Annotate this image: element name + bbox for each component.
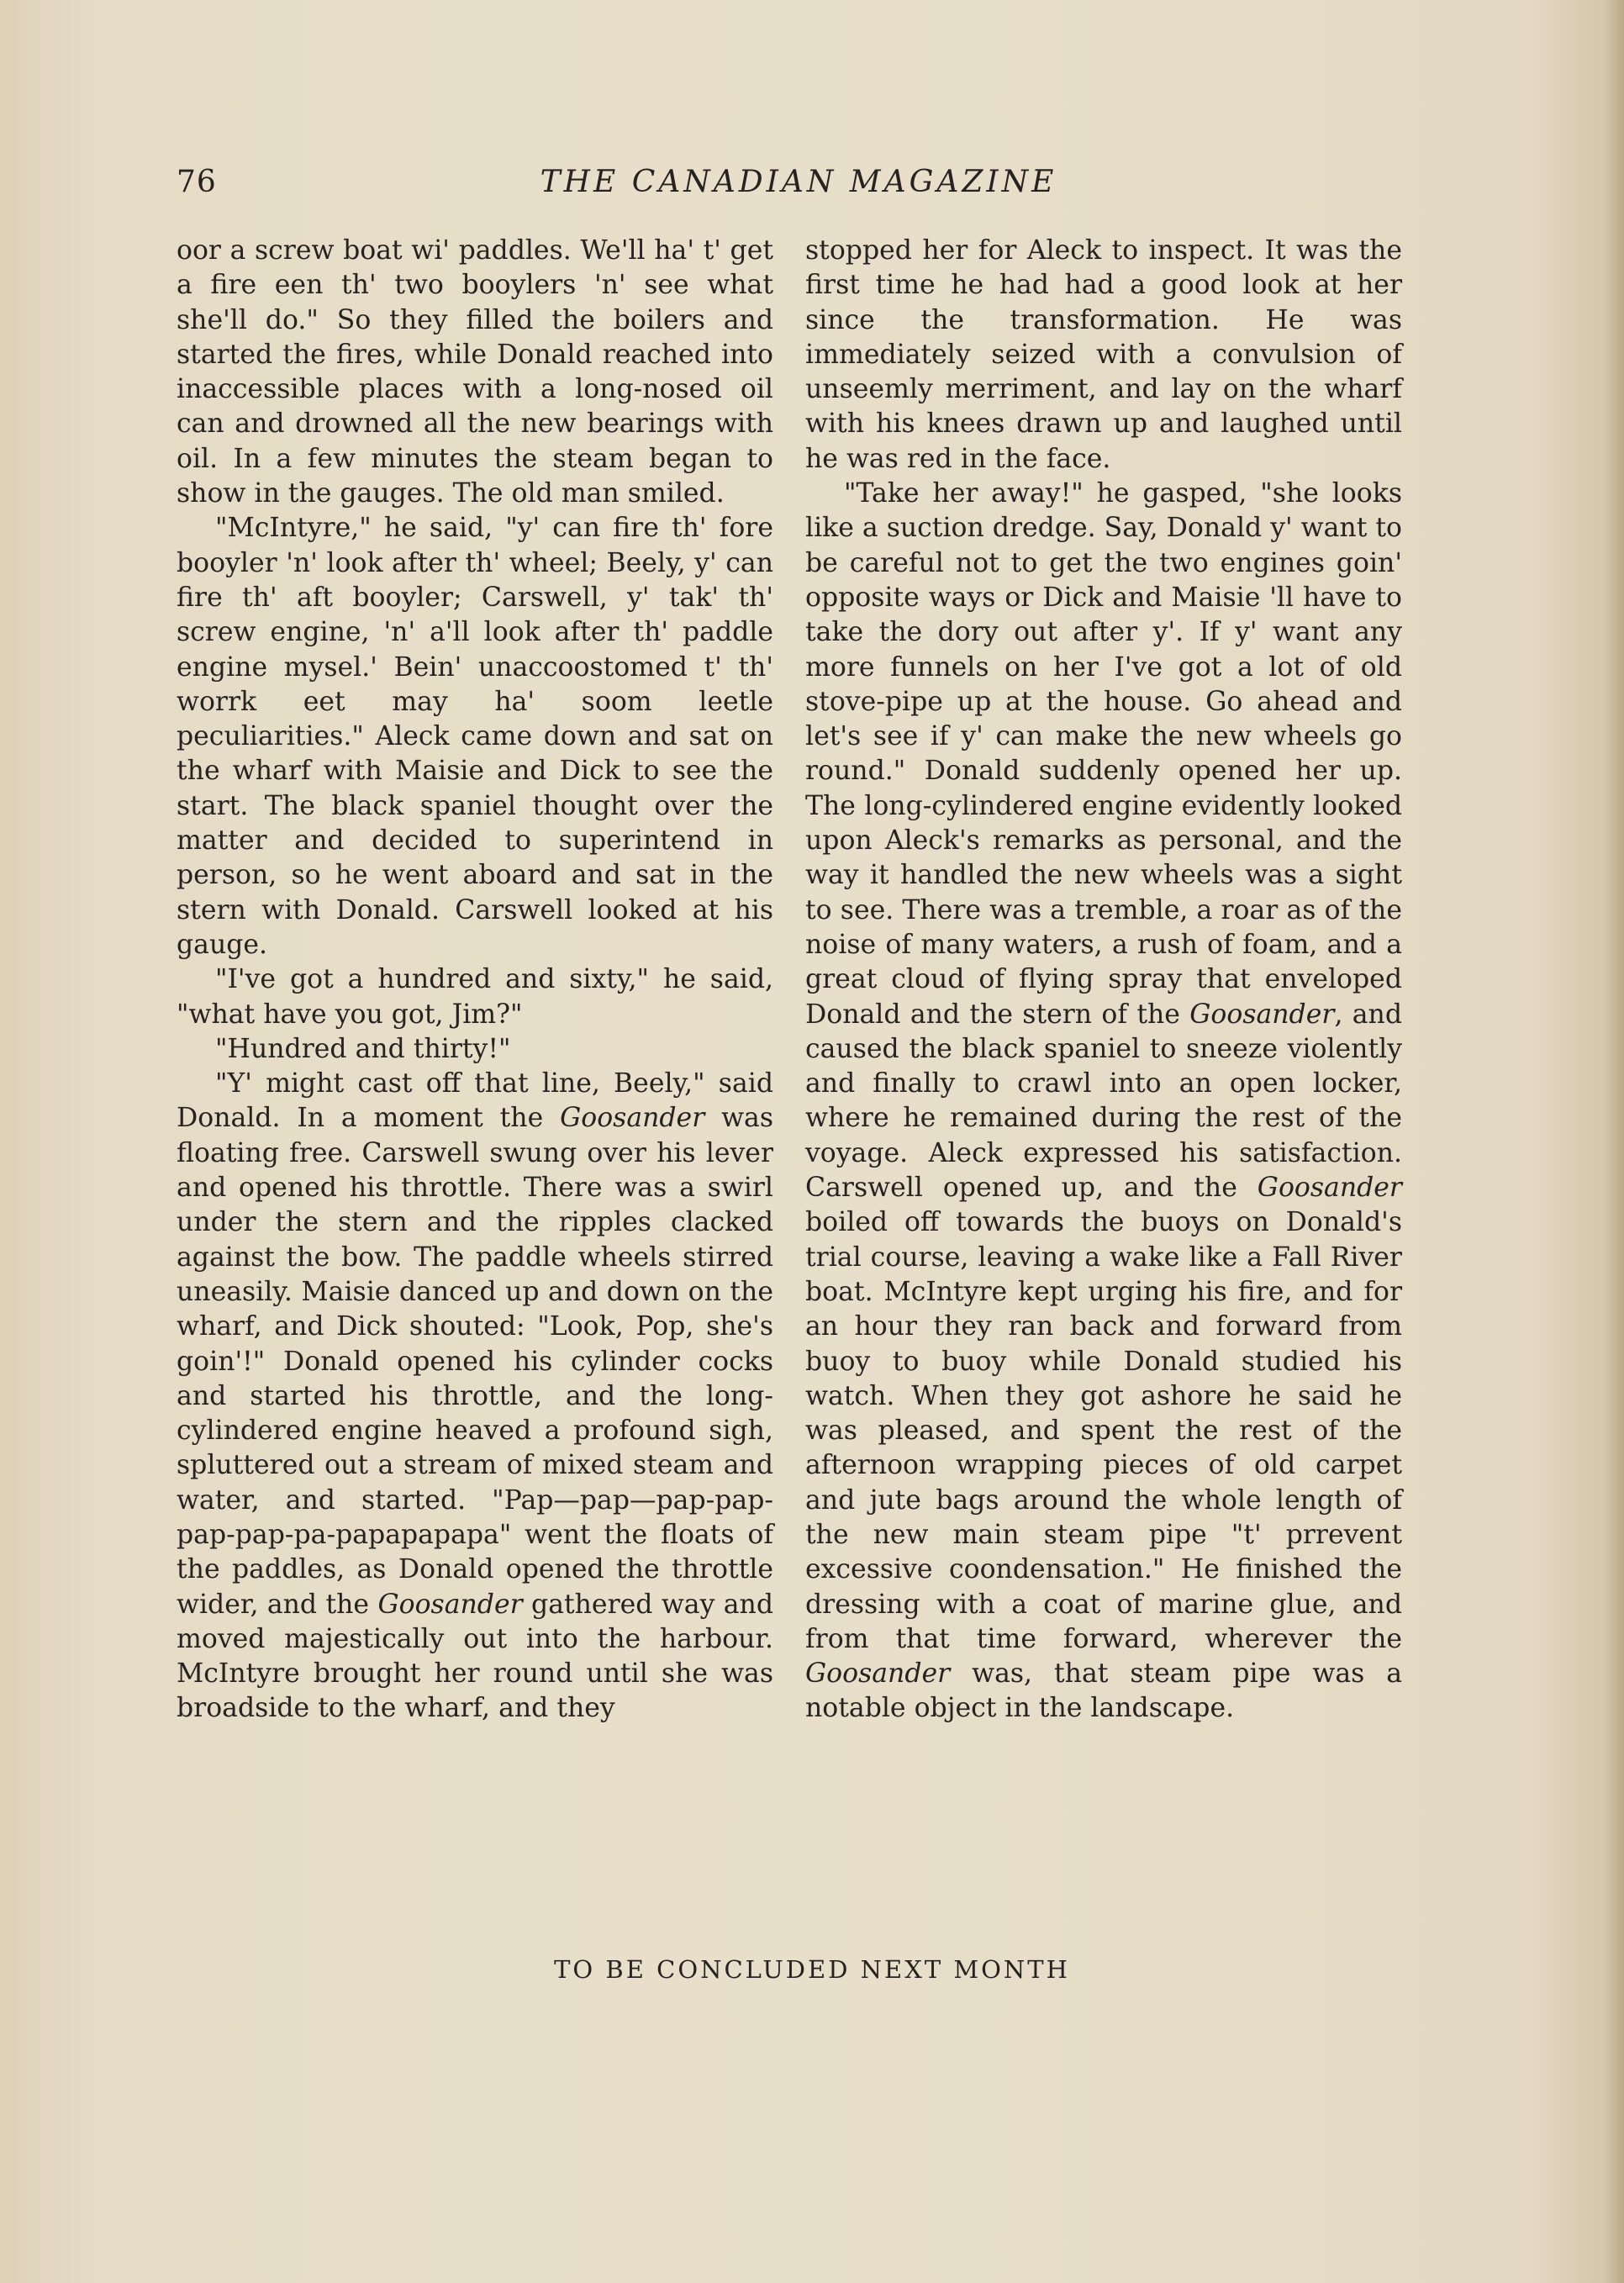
- text-run: was floating free. Carswell swung over his lever and opened his throttle. There was a swirl under the stern and the ripples clacked against the bow. The paddle wheels stirred uneasily. Maisie danced up and down on the wharf, and Dick shouted: "Look, Pop, she's goin'!" Donald opened his cylinder cocks and started his throttle, and the long-cylindered engine heaved a profound sigh, spluttered out a stream of mixed steam and water, and started. "Pap—pap—pap-pap-pap-pap-pa-papapapapa" went the floats of the paddles, as Donald opened the throttle wider, and the: [177, 1103, 773, 1620]
- paragraph: "McIntyre," he said, "y' can fire th' fore booyler 'n' look after th' wheel; Beely, y' can fire th' aft booyler; Carswell, y' tak' th' screw engine, 'n' a'll look after th' paddle engine mysel.' Bein' unaccoostomed t' th' worrk eet may ha' soom leetle peculiarities." Aleck came down and sat on the wharf with Maisie and Dick to see the start. The black spaniel thought over the matter and decided to superintend in person, so he went aboard and sat in the stern with Donald. Carswell looked at his gauge.: [177, 513, 773, 960]
- text-column-left: [177, 234, 773, 1727]
- paragraph: [177, 1067, 773, 1727]
- paragraph: stopped her for Aleck to inspect. It was the first time he had had a good look at her since the transformation. He was immediately seized with a convulsion of unseemly merriment, and lay on the wharf with his knees drawn up and laughed until he was red in the face.: [805, 235, 1402, 474]
- ship-name: Goosander: [1189, 999, 1335, 1030]
- text-column-right: [805, 234, 1402, 1727]
- page-number: 76: [177, 165, 217, 199]
- continuation-note: TO BE CONCLUDED NEXT MONTH: [554, 1955, 1070, 1984]
- text-run: was, that steam pipe was a notable object in the landscape.: [805, 1658, 1402, 1724]
- paragraph: "I've got a hundred and sixty," he said, "what have you got, Jim?": [177, 964, 773, 1030]
- text-run: , and caused the black spaniel to sneeze violently and finally to crawl into an open locker, where he remained during the rest of the voyage. Aleck expressed his satisfaction. Carswell opened up, and the: [805, 999, 1402, 1204]
- ship-name: Goosander: [560, 1103, 705, 1134]
- ship-name: Goosander: [377, 1589, 523, 1620]
- paragraph: oor a screw boat wi' paddles. We'll ha' t' get a fire een th' two booylers 'n' see what she'll do." So they filled the boilers and started the fires, while Donald reached into inaccessible places with a long-nosed oil can and drowned all the new bearings with oil. In a few minutes the steam began to show in the gauges. The old man smiled.: [177, 235, 773, 509]
- text-run: "Take her away!" he gasped, "she looks like a suction dredge. Say, Donald y' want to be careful not to get the two engines goin' opposite ways or Dick and Maisie 'll have to take the dory out after y'. If y' want any more funnels on her I've got a lot of old stove-pipe up at the house. Go ahead and let's see if y' can make the new wheels go round." Donald suddenly opened her up. The long-cylindered engine evidently looked upon Aleck's remarks as personal, and the way it handled the new wheels was a sight to see. There was a tremble, a roar as of the noise of many waters, a rush of foam, and a great cloud of flying spray that enveloped Donald and the stern of the: [805, 478, 1402, 1030]
- text-run: boiled off towards the buoys on Donald's trial course, leaving a wake like a Fall River boat. McIntyre kept urging his fire, and for an hour they ran back and forward from buoy to buoy while Donald studied his watch. When they got ashore he said he was pleased, and spent the rest of the afternoon wrapping pieces of old carpet and jute bags around the whole length of the new main steam pipe "t' prrevent excessive coondensation." He finished the dressing with a coat of marine glue, and from that time forward, wherever the: [805, 1207, 1402, 1654]
- page-header: [177, 165, 1421, 215]
- ship-name: Goosander: [1257, 1173, 1402, 1204]
- ship-name: Goosander: [805, 1658, 951, 1690]
- running-title: THE CANADIAN MAGAZINE: [540, 165, 1057, 199]
- text-run: gathered way and moved majestically out into the harbour. McIntyre brought her round until she was broadside to the wharf, and they: [177, 1589, 773, 1724]
- paragraph: [805, 477, 1402, 1727]
- page-spine-edge: [1606, 0, 1624, 2283]
- paragraph: "Hundred and thirty!": [215, 1033, 511, 1064]
- text-run: "Y' might cast off that line, Beely," said Donald. In a moment the: [177, 1068, 773, 1134]
